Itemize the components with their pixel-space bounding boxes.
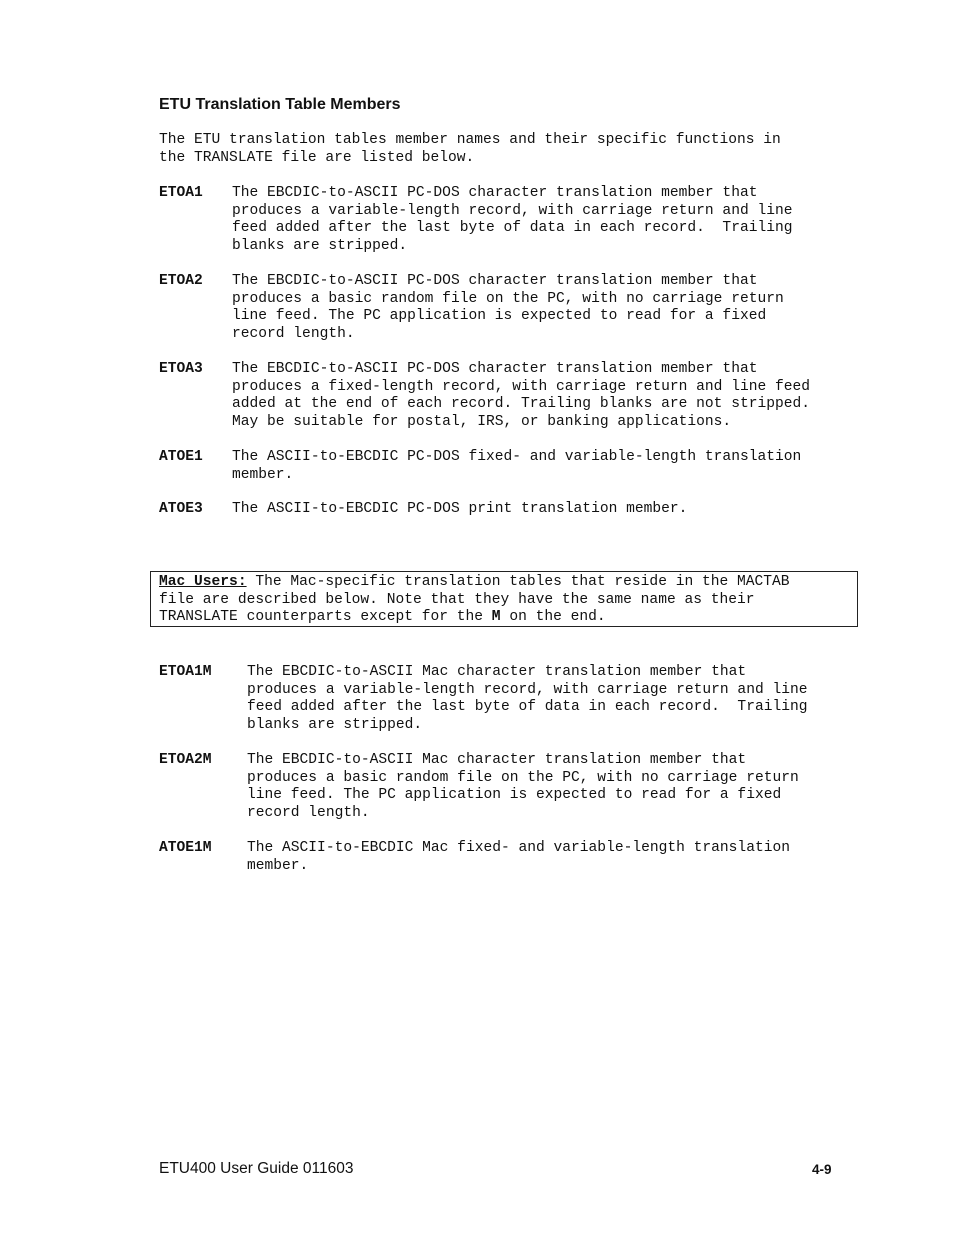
- intro-paragraph: The ETU translation tables member names and their specific functions in the TRANSLATE file are listed below.: [159, 132, 781, 166]
- member-description: The EBCDIC-to-ASCII Mac character translation member that produces a basic random file on the PC, with no carriage return line feed. The PC application is expected to read for a fixed record length.: [247, 752, 799, 821]
- member-name: ETOA2M: [159, 752, 212, 768]
- member-description: The EBCDIC-to-ASCII PC-DOS character translation member that produces a fixed-length record, with carriage return and line feed added at the end of each record. Trailing blanks are not stripped. May be suitable for postal, IRS, or banking applications.: [232, 361, 811, 430]
- section-heading: ETU Translation Table Members: [159, 96, 401, 113]
- member-name: ATOE3: [159, 501, 203, 517]
- note-bold-char: M: [491, 609, 501, 626]
- member-description: The ASCII-to-EBCDIC PC-DOS print translation member.: [232, 501, 688, 517]
- member-description: The EBCDIC-to-ASCII PC-DOS character translation member that produces a variable-length record, with carriage return and line feed added after the last byte of data in each record. Trailing blanks are stripped.: [232, 185, 793, 254]
- member-name: ATOE1M: [159, 840, 212, 856]
- note-label: Mac Users:: [159, 574, 247, 590]
- member-name: ETOA1M: [159, 664, 212, 680]
- note-text-part1: The Mac-specific translation tables that reside in the MACTAB file are described below. Note that they have the same name as their TRANSLATE counterparts except for the: [159, 574, 790, 626]
- footer-doc-title: ETU400 User Guide 011603: [159, 1160, 354, 1177]
- mac-users-note: [150, 571, 858, 627]
- member-description: The ASCII-to-EBCDIC PC-DOS fixed- and variable-length translation member.: [232, 449, 802, 483]
- member-description: The ASCII-to-EBCDIC Mac fixed- and variable-length translation member.: [247, 840, 790, 874]
- member-name: ATOE1: [159, 449, 203, 465]
- member-description: The EBCDIC-to-ASCII PC-DOS character translation member that produces a basic random file on the PC, with no carriage return line feed. The PC application is expected to read for a fixed record length.: [232, 273, 784, 342]
- note-text: [159, 574, 790, 627]
- member-name: ETOA2: [159, 273, 203, 289]
- member-description: The EBCDIC-to-ASCII Mac character translation member that produces a variable-length record, with carriage return and line feed added after the last byte of data in each record. Trailing blanks are stripped.: [247, 664, 808, 733]
- footer-page-number: 4-9: [812, 1162, 832, 1177]
- member-name: ETOA3: [159, 361, 203, 377]
- member-name: ETOA1: [159, 185, 203, 201]
- note-text-part2: on the end.: [500, 609, 606, 626]
